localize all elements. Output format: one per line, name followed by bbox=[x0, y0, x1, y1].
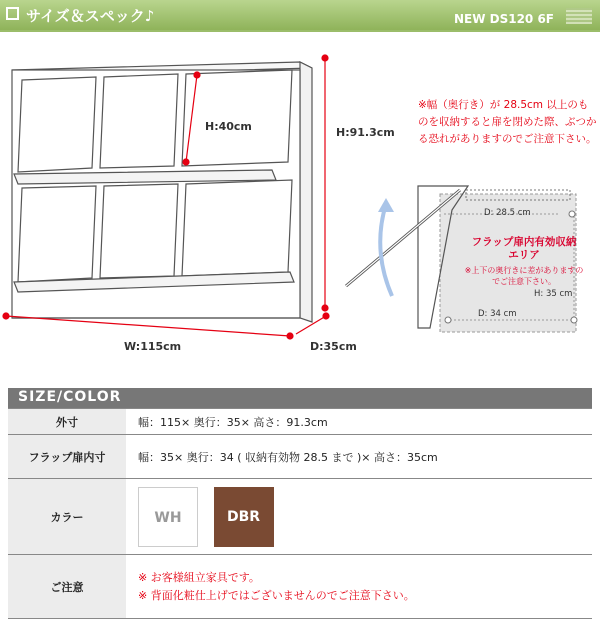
outer-size-label: 外寸 bbox=[8, 409, 126, 435]
flap-size-value: 幅：35× 奥行：34 ( 収納有効物 28.5 まで )× 高さ：35cm bbox=[126, 435, 592, 479]
storage-area-note: ※上下の奥行きに差がありますのでご注意下さい。 bbox=[464, 266, 584, 286]
outer-size-value: 幅：115× 奥行：35× 高さ：91.3cm bbox=[126, 409, 592, 435]
total-height-label: H:91.3cm bbox=[336, 126, 395, 139]
size-color-title: SIZE/COLOR bbox=[18, 389, 122, 405]
notes-label: ご注意 bbox=[8, 555, 126, 619]
furniture-diagram bbox=[0, 32, 600, 354]
checkbox-icon bbox=[6, 7, 19, 20]
note-back-finish: ※ 背面化粧仕上げではございませんのでご注意下さい。 bbox=[138, 588, 415, 602]
inner-height-side-label: H: 35 cm bbox=[534, 289, 573, 299]
model-number: NEW DS120 6F bbox=[453, 12, 554, 26]
color-swatch-dbr[interactable]: DBR bbox=[214, 487, 274, 547]
note-assembly: ※ お客様組立家具です。 bbox=[138, 570, 260, 584]
inner-height-label: H:40cm bbox=[205, 120, 252, 133]
color-swatch-wh[interactable]: WH bbox=[138, 487, 198, 547]
color-label: カラー bbox=[8, 479, 126, 555]
depth-label: D:35cm bbox=[310, 340, 357, 353]
table-row bbox=[8, 409, 592, 435]
section-header bbox=[0, 0, 600, 30]
flap-size-label: フラップ扉内寸 bbox=[8, 435, 126, 479]
storage-area-label: フラップ扉内有効収納エリア bbox=[471, 236, 577, 261]
width-label: W:115cm bbox=[124, 340, 182, 353]
spec-table bbox=[8, 408, 592, 619]
inner-depth-bottom-label: D: 34 cm bbox=[478, 309, 517, 319]
cabinet-drawing bbox=[12, 62, 312, 322]
decorative-stripes-icon bbox=[566, 8, 592, 24]
section-title: サイズ＆スペック♪ bbox=[26, 7, 155, 25]
depth-warning: ※幅（奥行き）が 28.5cm 以上のものを収納すると扉を閉めた際、ぶつかる恐れがありますのでご注意下さい。 bbox=[418, 99, 597, 145]
table-row bbox=[8, 479, 592, 555]
table-row bbox=[8, 555, 592, 619]
table-row bbox=[8, 435, 592, 479]
inner-depth-top-label: D: 28.5 cm bbox=[484, 208, 531, 218]
size-color-header bbox=[8, 388, 592, 408]
